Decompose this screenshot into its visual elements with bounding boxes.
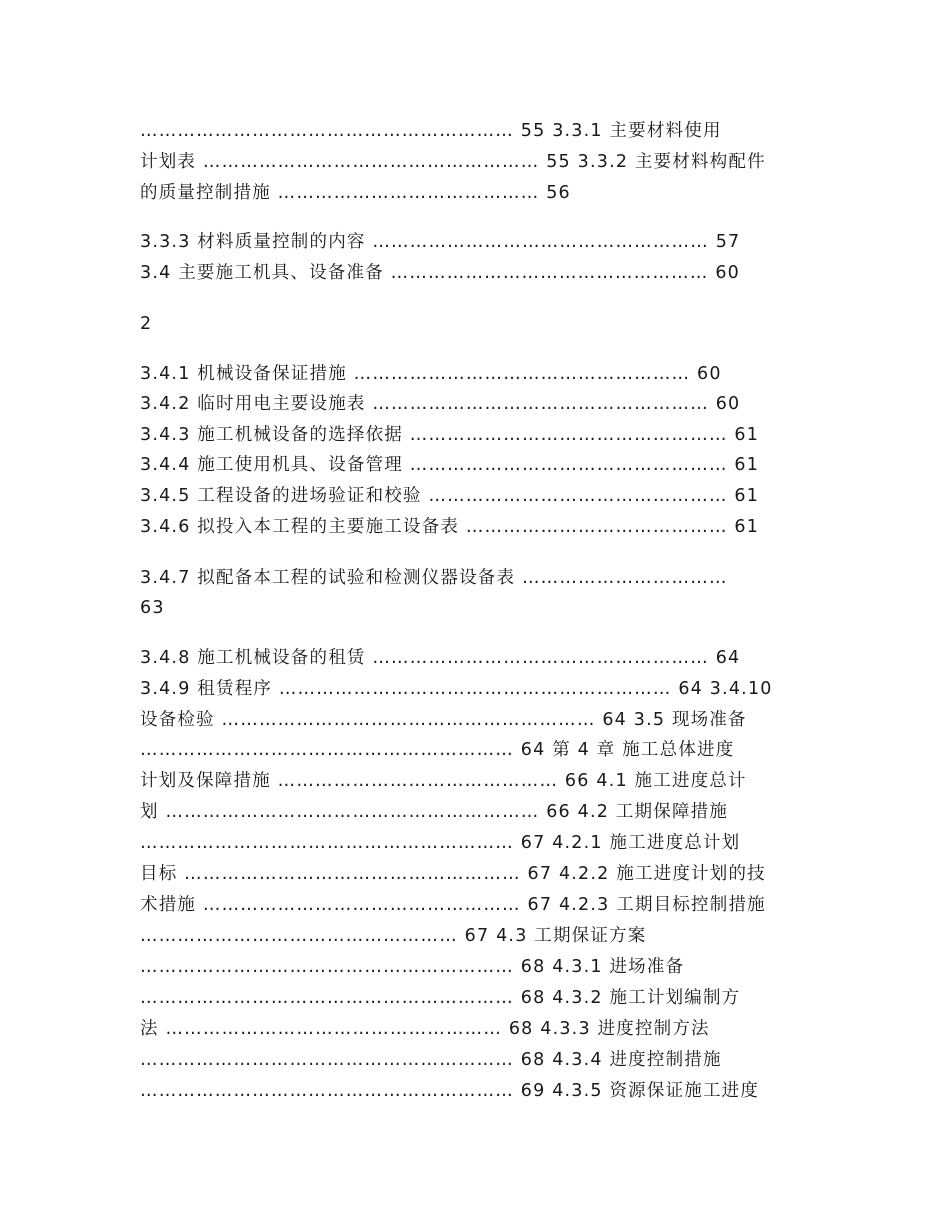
toc-line: 3.4.3 施工机械设备的选择依据 …………………………………………… 61	[140, 425, 760, 445]
toc-line: …………………………………………………… 69 4.3.5 资源保证施工进度	[140, 1081, 760, 1101]
toc-line: 3.4.1 机械设备保证措施 ……………………………………………… 60	[140, 364, 722, 384]
toc-line: 3.4 主要施工机具、设备准备 …………………………………………… 60	[140, 263, 740, 283]
toc-line: …………………………………………………… 55 3.3.1 主要材料使用	[140, 121, 722, 141]
page-number: 2	[140, 314, 153, 334]
toc-line: 3.3.3 材料质量控制的内容 ……………………………………………… 57	[140, 232, 741, 252]
toc-line: 的质量控制措施 …………………………………… 56	[140, 183, 571, 203]
toc-line: …………………………………………………… 67 4.2.1 施工进度总计划	[140, 833, 741, 853]
toc-line: 目标 ……………………………………………… 67 4.2.2 施工进度计划的技	[140, 864, 766, 884]
toc-line: 计划表 ……………………………………………… 55 3.3.2 主要材料构配件	[140, 152, 766, 172]
toc-line: 术措施 …………………………………………… 67 4.2.3 工期目标控制措施	[140, 895, 766, 915]
toc-line: …………………………………………………… 68 4.3.4 进度控制措施	[140, 1050, 722, 1070]
toc-line: …………………………………………………… 68 4.3.1 进场准备	[140, 957, 685, 977]
toc-line: 划 …………………………………………………… 66 4.2 工期保障措施	[140, 802, 729, 822]
toc-line: 3.4.8 施工机械设备的租赁 ……………………………………………… 64	[140, 648, 741, 668]
toc-line: 设备检验 …………………………………………………… 64 3.5 现场准备	[140, 710, 747, 730]
toc-line: 3.4.7 拟配备本工程的试验和检测仪器设备表 ……………………………	[140, 568, 728, 588]
toc-line: 计划及保障措施 ……………………………………… 66 4.1 施工进度总计	[140, 771, 747, 791]
toc-line: 3.4.6 拟投入本工程的主要施工设备表 …………………………………… 61	[140, 517, 760, 537]
toc-line: …………………………………………………… 68 4.3.2 施工计划编制方	[140, 988, 741, 1008]
toc-line: 法 ……………………………………………… 68 4.3.3 进度控制方法	[140, 1019, 710, 1039]
toc-line: 3.4.9 租赁程序 ……………………………………………………… 64 3.4.10	[140, 679, 773, 699]
toc-line: 63	[140, 598, 165, 618]
toc-line: …………………………………………………… 64 第 4 章 施工总体进度	[140, 740, 735, 760]
toc-line: 3.4.4 施工使用机具、设备管理 …………………………………………… 61	[140, 455, 760, 475]
toc-line: 3.4.2 临时用电主要设施表 ……………………………………………… 60	[140, 394, 741, 414]
toc-line: …………………………………………… 67 4.3 工期保证方案	[140, 926, 647, 946]
toc-line: 3.4.5 工程设备的进场验证和校验 ………………………………………… 61	[140, 486, 760, 506]
